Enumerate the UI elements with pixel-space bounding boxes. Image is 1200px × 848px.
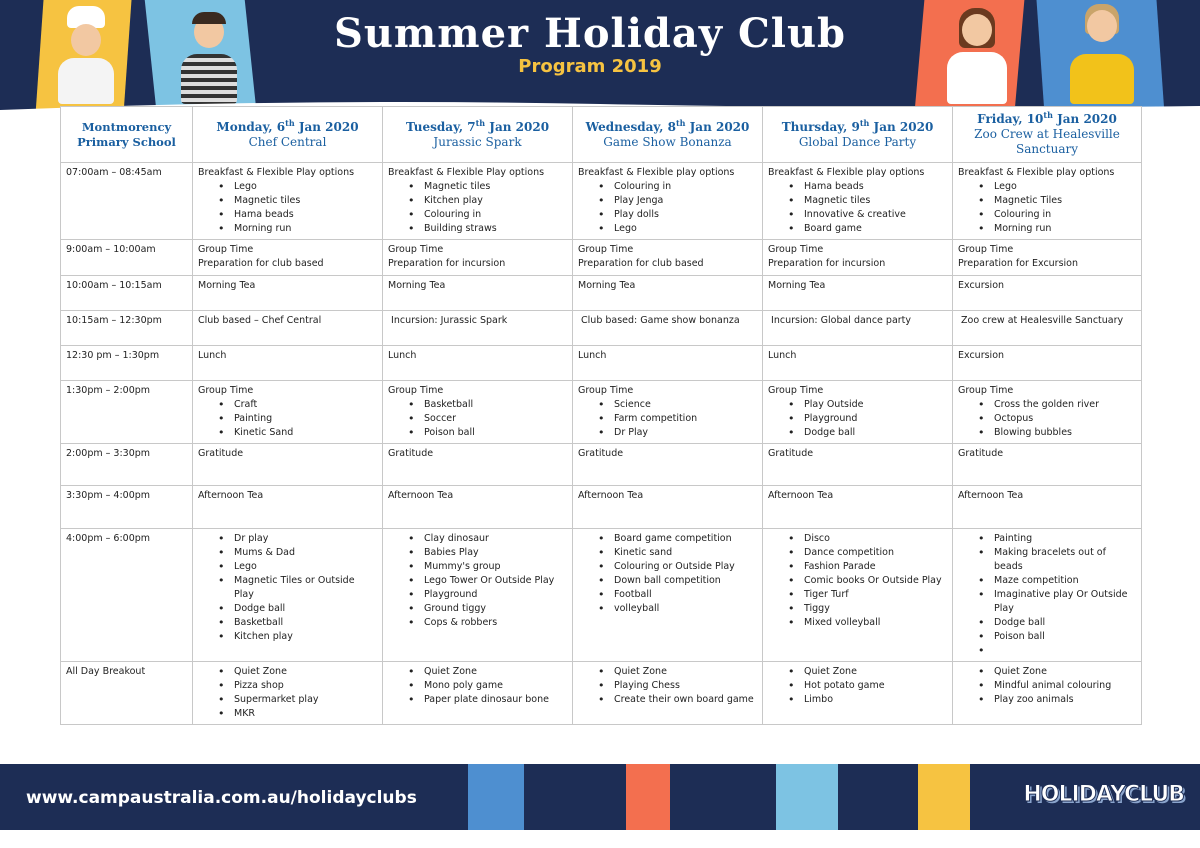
activity-cell — [953, 240, 1142, 276]
activity-text: Group Time — [958, 244, 1014, 255]
list-item: • Dr play — [198, 532, 377, 546]
list-item: • Hot potato game — [768, 679, 947, 693]
list-item: • Dodge ball — [958, 616, 1136, 630]
list-item: • Mindful animal colouring — [958, 679, 1136, 693]
day-header: Monday, 6th Jan 2020 Chef Central — [193, 107, 383, 163]
list-item: • Quiet Zone — [198, 665, 377, 679]
activity-text: Club based: Game show bonanza — [578, 315, 740, 326]
activity-list — [958, 180, 1136, 236]
list-item: • Magnetic tiles — [768, 194, 947, 208]
activity-text: Group Time — [768, 244, 824, 255]
list-item: • Play Jenga — [578, 194, 757, 208]
list-item: • MKR — [198, 707, 377, 721]
list-item: • Dr Play — [578, 426, 757, 440]
activity-text: Gratitude — [768, 448, 814, 459]
activity-text: Club based – Chef Central — [198, 315, 322, 326]
activity-cell — [573, 163, 763, 240]
activity-cell — [193, 529, 383, 662]
table-row — [61, 240, 1142, 276]
table-row — [61, 381, 1142, 444]
activity-text: Lunch — [388, 350, 417, 361]
list-item: • Lego — [198, 180, 377, 194]
list-item: • Basketball — [388, 398, 567, 412]
activity-cell — [953, 486, 1142, 529]
list-item: • Innovative & creative — [768, 208, 947, 222]
activity-list — [578, 398, 757, 440]
list-item: • Painting — [958, 532, 1136, 546]
activity-cell — [953, 276, 1142, 311]
school-name: Montmorency Primary School — [61, 107, 193, 163]
list-item: • Science — [578, 398, 757, 412]
table-row — [61, 529, 1142, 662]
list-item: • Playground — [388, 588, 567, 602]
time-slot: 1:30pm – 2:00pm — [61, 381, 193, 444]
list-item: • Colouring in — [958, 208, 1136, 222]
list-item: • Basketball — [198, 616, 377, 630]
day-header: Thursday, 9th Jan 2020 Global Dance Party — [763, 107, 953, 163]
activity-cell — [763, 346, 953, 381]
activity-list — [388, 180, 567, 236]
activity-text: Zoo crew at Healesville Sanctuary — [958, 315, 1124, 326]
activity-cell — [573, 662, 763, 725]
list-item: • Hama beads — [198, 208, 377, 222]
list-item: • Mono poly game — [388, 679, 567, 693]
activity-text: Afternoon Tea — [768, 490, 834, 501]
list-item: • Kinetic sand — [578, 546, 757, 560]
activity-text: Breakfast & Flexible play options — [958, 167, 1115, 178]
list-item: • Cops & robbers — [388, 616, 567, 630]
activity-cell — [193, 346, 383, 381]
activity-cell — [763, 444, 953, 486]
list-item: • Painting — [198, 412, 377, 426]
day-header: Tuesday, 7th Jan 2020 Jurassic Spark — [383, 107, 573, 163]
activity-list — [388, 532, 567, 630]
activity-list — [578, 532, 757, 616]
list-item: • Making bracelets out of beads — [958, 546, 1136, 574]
activity-cell — [763, 240, 953, 276]
list-item: • Farm competition — [578, 412, 757, 426]
list-item: • Play zoo animals — [958, 693, 1136, 707]
schedule-body — [61, 163, 1142, 725]
activity-text: Lunch — [578, 350, 607, 361]
list-item: • Quiet Zone — [958, 665, 1136, 679]
list-item: • Comic books Or Outside Play — [768, 574, 947, 588]
list-item: • Babies Play — [388, 546, 567, 560]
activity-cell — [573, 444, 763, 486]
activity-cell — [763, 163, 953, 240]
list-item: • Lego — [578, 222, 757, 236]
list-item: • Octopus — [958, 412, 1136, 426]
list-item: • Poison ball — [958, 630, 1136, 644]
activity-list — [198, 532, 377, 644]
activity-text: Group Time — [578, 385, 634, 396]
activity-text: Breakfast & Flexible Play options — [198, 167, 355, 178]
activity-text: Preparation for club based — [578, 258, 704, 269]
activity-cell — [763, 311, 953, 346]
table-row — [61, 486, 1142, 529]
list-item: • Ground tiggy — [388, 602, 567, 616]
activity-list — [768, 398, 947, 440]
activity-text: Lunch — [198, 350, 227, 361]
activity-cell — [573, 381, 763, 444]
activity-text: Lunch — [768, 350, 797, 361]
activity-text: Gratitude — [578, 448, 624, 459]
list-item: • Clay dinosaur — [388, 532, 567, 546]
activity-cell — [383, 240, 573, 276]
list-item: • Tiggy — [768, 602, 947, 616]
list-item: • Magnetic Tiles or Outside Play — [198, 574, 377, 602]
activity-cell — [193, 240, 383, 276]
footer-banner — [0, 764, 1200, 830]
activity-cell — [763, 486, 953, 529]
activity-cell — [383, 529, 573, 662]
light-blue-stripe — [776, 764, 838, 830]
list-item: • Colouring in — [578, 180, 757, 194]
holiday-club-logo: HOLIDAYCLUB — [1023, 782, 1184, 807]
activity-text: Incursion: Global dance party — [768, 315, 912, 326]
activity-cell — [193, 276, 383, 311]
activity-cell — [193, 444, 383, 486]
list-item: • Kitchen play — [388, 194, 567, 208]
table-row — [61, 346, 1142, 381]
list-item: • Playground — [768, 412, 947, 426]
page-title: Summer Holiday Club — [333, 10, 847, 57]
list-item: • Supermarket play — [198, 693, 377, 707]
list-item: • Quiet Zone — [768, 665, 947, 679]
activity-cell — [953, 529, 1142, 662]
activity-list — [958, 665, 1136, 707]
table-row — [61, 444, 1142, 486]
activity-cell — [573, 311, 763, 346]
list-item: • Play dolls — [578, 208, 757, 222]
list-item: • Mixed volleyball — [768, 616, 947, 630]
list-item: • Morning run — [958, 222, 1136, 236]
list-item: • Poison ball — [388, 426, 567, 440]
time-slot: 10:00am – 10:15am — [61, 276, 193, 311]
activity-text: Group Time — [958, 385, 1014, 396]
website-url[interactable]: www.campaustralia.com.au/holidayclubs — [26, 788, 417, 808]
day-theme: Global Dance Party — [798, 134, 917, 149]
activity-list — [958, 398, 1136, 440]
time-slot: 3:30pm – 4:00pm — [61, 486, 193, 529]
activity-cell — [573, 346, 763, 381]
activity-cell — [193, 662, 383, 725]
list-item: • Mums & Dad — [198, 546, 377, 560]
activity-list — [198, 665, 377, 721]
list-item: • Lego — [198, 560, 377, 574]
list-item: • Dance competition — [768, 546, 947, 560]
activity-text: Morning Tea — [198, 280, 256, 291]
activity-text: Breakfast & Flexible play options — [768, 167, 925, 178]
header-banner — [0, 0, 1200, 112]
list-item: • Magnetic tiles — [198, 194, 377, 208]
table-row — [61, 662, 1142, 725]
list-item: • Play Outside — [768, 398, 947, 412]
list-item: • Hama beads — [768, 180, 947, 194]
activity-cell — [763, 529, 953, 662]
activity-cell — [763, 276, 953, 311]
day-theme: Game Show Bonanza — [603, 134, 732, 149]
activity-text: Gratitude — [958, 448, 1004, 459]
activity-list — [198, 398, 377, 440]
activity-text: Afternoon Tea — [198, 490, 264, 501]
list-item: • Tiger Turf — [768, 588, 947, 602]
activity-text: Preparation for incursion — [388, 258, 506, 269]
list-item: • Pizza shop — [198, 679, 377, 693]
day-header: Friday, 10th Jan 2020 Zoo Crew at Healesville Sanctuary — [953, 107, 1142, 163]
list-item: • Colouring in — [388, 208, 567, 222]
list-item: • Kinetic Sand — [198, 426, 377, 440]
list-item: • Maze competition — [958, 574, 1136, 588]
activity-cell — [383, 163, 573, 240]
list-item: • Fashion Parade — [768, 560, 947, 574]
list-item: • Craft — [198, 398, 377, 412]
list-item: • Quiet Zone — [578, 665, 757, 679]
list-item: • Football — [578, 588, 757, 602]
list-item: • volleyball — [578, 602, 757, 616]
time-slot: 4:00pm – 6:00pm — [61, 529, 193, 662]
list-item: • Down ball competition — [578, 574, 757, 588]
list-item: • Kitchen play — [198, 630, 377, 644]
list-item: • Quiet Zone — [388, 665, 567, 679]
activity-cell — [763, 381, 953, 444]
table-row — [61, 311, 1142, 346]
activity-cell — [953, 163, 1142, 240]
activity-cell — [383, 276, 573, 311]
activity-cell — [573, 276, 763, 311]
list-item: • Soccer — [388, 412, 567, 426]
list-item: • Playing Chess — [578, 679, 757, 693]
activity-text: Breakfast & Flexible Play options — [388, 167, 545, 178]
list-item: • Dodge ball — [768, 426, 947, 440]
list-item: • Disco — [768, 532, 947, 546]
activity-cell — [953, 381, 1142, 444]
list-item: • Lego — [958, 180, 1136, 194]
activity-text: Morning Tea — [388, 280, 446, 291]
activity-list — [578, 180, 757, 236]
page-subtitle: Program 2019 — [518, 56, 662, 77]
blue-stripe — [468, 764, 524, 830]
activity-text: Preparation for club based — [198, 258, 324, 269]
activity-cell — [573, 486, 763, 529]
activity-text: Group Time — [388, 385, 444, 396]
activity-cell — [383, 444, 573, 486]
list-item: • Paper plate dinosaur bone — [388, 693, 567, 707]
activity-cell — [383, 486, 573, 529]
activity-cell — [193, 311, 383, 346]
activity-text: Excursion — [958, 350, 1005, 361]
activity-cell — [383, 662, 573, 725]
activity-list — [768, 180, 947, 236]
activity-list — [768, 665, 947, 707]
list-item: • Imaginative play Or Outside Play — [958, 588, 1136, 616]
time-slot: 12:30 pm – 1:30pm — [61, 346, 193, 381]
list-item: • Cross the golden river — [958, 398, 1136, 412]
activity-cell — [193, 381, 383, 444]
orange-stripe — [626, 764, 670, 830]
activity-text: Afternoon Tea — [958, 490, 1024, 501]
activity-text: Incursion: Jurassic Spark — [388, 315, 508, 326]
activity-text: Afternoon Tea — [388, 490, 454, 501]
list-item: • Magnetic Tiles — [958, 194, 1136, 208]
list-item: • Mummy's group — [388, 560, 567, 574]
activity-list — [388, 665, 567, 707]
activity-text: Breakfast & Flexible play options — [578, 167, 735, 178]
activity-cell — [953, 346, 1142, 381]
activity-cell — [953, 444, 1142, 486]
activity-text: Group Time — [198, 385, 254, 396]
time-slot: 2:00pm – 3:30pm — [61, 444, 193, 486]
list-item: • Board game competition — [578, 532, 757, 546]
list-item: • Limbo — [768, 693, 947, 707]
time-slot: 9:00am – 10:00am — [61, 240, 193, 276]
list-item — [958, 644, 1136, 658]
activity-cell — [383, 346, 573, 381]
list-item: • Blowing bubbles — [958, 426, 1136, 440]
table-header-row — [61, 107, 1142, 163]
activity-cell — [383, 381, 573, 444]
activity-list — [578, 665, 757, 707]
activity-list — [958, 532, 1136, 658]
activity-text: Group Time — [388, 244, 444, 255]
time-slot: All Day Breakout — [61, 662, 193, 725]
day-theme: Chef Central — [248, 134, 327, 149]
list-item: • Dodge ball — [198, 602, 377, 616]
activity-text: Preparation for Excursion — [958, 258, 1079, 269]
activity-text: Group Time — [198, 244, 254, 255]
list-item: • Morning run — [198, 222, 377, 236]
list-item: • Colouring or Outside Play — [578, 560, 757, 574]
activity-cell — [573, 240, 763, 276]
activity-cell — [573, 529, 763, 662]
time-slot: 07:00am – 08:45am — [61, 163, 193, 240]
activity-cell — [953, 662, 1142, 725]
activity-text: Afternoon Tea — [578, 490, 644, 501]
list-item: • Lego Tower Or Outside Play — [388, 574, 567, 588]
activity-cell — [193, 486, 383, 529]
yellow-stripe — [918, 764, 970, 830]
activity-list — [198, 180, 377, 236]
schedule-table — [60, 106, 1142, 725]
list-item: • Create their own board game — [578, 693, 757, 707]
day-theme: Zoo Crew at Healesville Sanctuary — [974, 127, 1120, 156]
time-slot: 10:15am – 12:30pm — [61, 311, 193, 346]
activity-text: Gratitude — [198, 448, 244, 459]
activity-text: Gratitude — [388, 448, 434, 459]
list-item: • Magnetic tiles — [388, 180, 567, 194]
activity-cell — [193, 163, 383, 240]
list-item: • Board game — [768, 222, 947, 236]
table-row — [61, 276, 1142, 311]
activity-text: Group Time — [768, 385, 824, 396]
activity-list — [768, 532, 947, 630]
activity-text: Preparation for incursion — [768, 258, 886, 269]
activity-cell — [383, 311, 573, 346]
activity-cell — [953, 311, 1142, 346]
activity-list — [388, 398, 567, 440]
activity-text: Morning Tea — [768, 280, 826, 291]
day-header: Wednesday, 8th Jan 2020 Game Show Bonanza — [573, 107, 763, 163]
activity-text: Excursion — [958, 280, 1005, 291]
activity-text: Group Time — [578, 244, 634, 255]
activity-cell — [763, 662, 953, 725]
day-theme: Jurassic Spark — [433, 134, 522, 149]
activity-text: Morning Tea — [578, 280, 636, 291]
list-item: • Building straws — [388, 222, 567, 236]
table-row — [61, 163, 1142, 240]
